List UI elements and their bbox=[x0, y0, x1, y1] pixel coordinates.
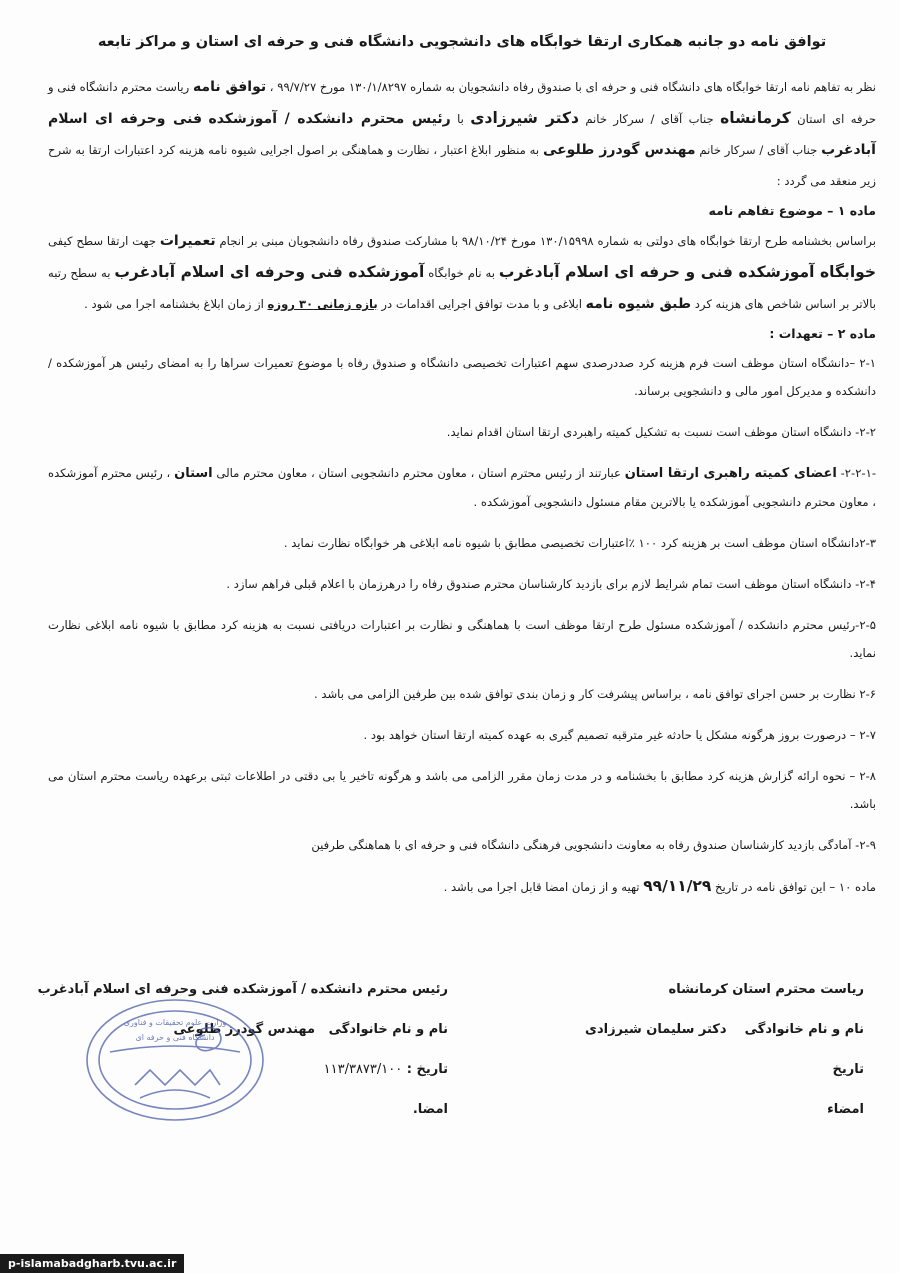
clause-2-9: ۲-۹- آمادگی بازدید کارشناسان صندوق رفاه به معاونت دانشجویی فرهنگی دانشگاه فنی و حرفه ای با هماهنگی طرفین bbox=[311, 838, 876, 852]
article-1-heading: ماده ۱ – موضوع تفاهم نامه bbox=[708, 203, 876, 218]
clause-2-6: ۲-۶ نظارت بر حسن اجرای توافق نامه ، براساس پیشرفت کار و زمان بندی توافق شده بین طرفین الزامی می باشد . bbox=[314, 687, 876, 701]
clause-2-8: ۲-۸ – نحوه ارائه گزارش هزینه کرد مطابق با بخشنامه و در مدت زمان مقرر الزامی می باشد و هرگونه تاخیر یا بی دقتی در اطلاعات ثبتی برعهده ریاست محترم استان می باشد. bbox=[48, 769, 876, 811]
article-2-heading: ماده ۲ – تعهدات : bbox=[769, 326, 876, 341]
signer-date-row: تاریخ : ۱۱۳/۳۸۷۳/۱۰۰ bbox=[323, 1062, 448, 1077]
clause-2-1: ۲-۱ –دانشگاه استان موظف است فرم هزینه کرد صددرصدی سهم اعتبارات تخصیصی دانشگاه و صندوق رفاه با موضوع تعمیرات سراها را به امضای رئیس هر آموزشکده / دانشکده و مدیرکل امور مالی و دانشجویی برساند. bbox=[48, 356, 876, 398]
clause-2-3: ۲-۳دانشگاه استان موظف است بر هزینه کرد ۱۰۰ ٪اعتبارات تخصیصی مطابق با شیوه نامه ابلاغی هر خوابگاه نظارت نماید . bbox=[283, 536, 876, 550]
stamp-text-2: دانشگاه فنی و حرفه ای bbox=[135, 1033, 215, 1042]
signer-name-row: نام و نام خانوادگی مهندس گودرز طلوعی bbox=[173, 1022, 448, 1037]
clause-2-4: ۲-۴- دانشگاه استان موظف است تمام شرایط لازم برای بازدید کارشناسان محترم صندوق رفاه را درهرزمان با اعلام قبلی فراهم سازد . bbox=[226, 577, 876, 591]
signer-name-row: نام و نام خانوادگی دکتر سلیمان شیرزادی bbox=[585, 1022, 864, 1037]
signer-sign: امضاء bbox=[827, 1102, 864, 1117]
signer-date: تاریخ bbox=[832, 1062, 864, 1077]
clause-2-5: ۲-۵-رئیس محترم دانشکده / آموزشکده مسئول طرح ارتقا موظف است با هماهنگی و نظارت بر اعتبارات دریافتی نسبت به هزینه کرد مطابق با شیوه نامه ابلاغی نظارت نماید. bbox=[48, 618, 876, 660]
clause-2-7: ۲-۷ – درصورت بروز هرگونه مشکل یا حادثه غیر مترقبه تصمیم گیری به عهده کمیته ارتقا استان خواهد بود . bbox=[363, 728, 876, 742]
agreement-body bbox=[48, 34, 876, 914]
clause-2-2-1: -۲-۲-۱- اعضای کمیته راهبری ارتقا استان عبارتند از رئیس محترم استان ، معاون محترم دانشجویی استان ، معاون محترم مالی استان ، رئیس محترم آموزشکده ، معاون محترم دانشجویی آموزشکده یا بالاترین مقام مسئول دانشجویی آموزشکده . bbox=[48, 466, 877, 509]
signer-role: رئیس محترم دانشکده / آموزشکده فنی وحرفه ای اسلام آبادغرب bbox=[37, 982, 448, 997]
source-url-tag[interactable]: p-islamabadgharb.tvu.ac.ir bbox=[0, 1254, 184, 1273]
document-title: توافق نامه دو جانبه همکاری ارتقا خوابگاه های دانشجویی دانشگاه فنی و حرفه ای استان و مراکز تابعه bbox=[97, 34, 827, 50]
article-1-text: براساس بخشنامه طرح ارتقا خوابگاه های دولتی به شماره ۱۳۰/۱۵۹۹۸ مورخ ۹۸/۱۰/۲۴ با مشارکت صندوق رفاه دانشجویان مبنی بر انجام تعمیرات جهت ارتقا سطح کیفی خوابگاه آموزشکده فنی و حرفه ای اسلام آبادغرب به نام خوابگاه آموزشکده فنی وحرفه ای اسلام آبادغرب به سطح رتبه بالاتر بر اساس شاخص های هزینه کرد طبق شیوه نامه ابلاغی و با مدت توافق اجرایی اقدامات در بازه زمانی ۳۰ روزه از زمان ابلاغ بخشنامه اجرا می شود . bbox=[48, 233, 877, 312]
intro-paragraph: نظر به تفاهم نامه ارتقا خوابگاه های دانشگاه فنی و حرفه ای با صندوق رفاه دانشجویان به شماره ۱۳۰/۱/۸۲۹۷ مورخ ۹۹/۷/۲۷ ، توافق نامه ریاست محترم دانشگاه فنی و حرفه ای استان کرمانشاه جناب آقای / سرکار خانم دکتر شیرزادی با رئیس محترم دانشکده / آموزشکده فنی وحرفه ای اسلام آبادغرب جناب آقای / سرکار خانم مهندس گودرز طلوعی به منظور ابلاغ اعتبار ، نظارت و هماهنگی بر اصول اجرایی شیوه نامه هزینه کرد اعتبارات ارتقا به شرح زیر منعقد می گردد : bbox=[48, 79, 877, 188]
signature-right bbox=[464, 978, 864, 1138]
clause-2-2: ۲-۲- دانشگاه استان موظف است نسبت به تشکیل کمیته راهبردی ارتقا استان اقدام نماید. bbox=[446, 425, 876, 439]
stamp-text-1: وزارت علوم تحقیقات و فناوری bbox=[123, 1018, 227, 1027]
official-stamp-icon bbox=[80, 990, 270, 1125]
agreement-date: ۹۹/۱۱/۲۹ bbox=[643, 877, 712, 895]
signer-sign: امضا. bbox=[412, 1102, 448, 1117]
signer-role: ریاست محترم استان کرمانشاه bbox=[668, 982, 864, 997]
article-10: ماده ۱۰ – این توافق نامه در تاریخ ۹۹/۱۱/۲۹ تهیه و از زمان امضا قابل اجرا می باشد . bbox=[443, 877, 876, 895]
